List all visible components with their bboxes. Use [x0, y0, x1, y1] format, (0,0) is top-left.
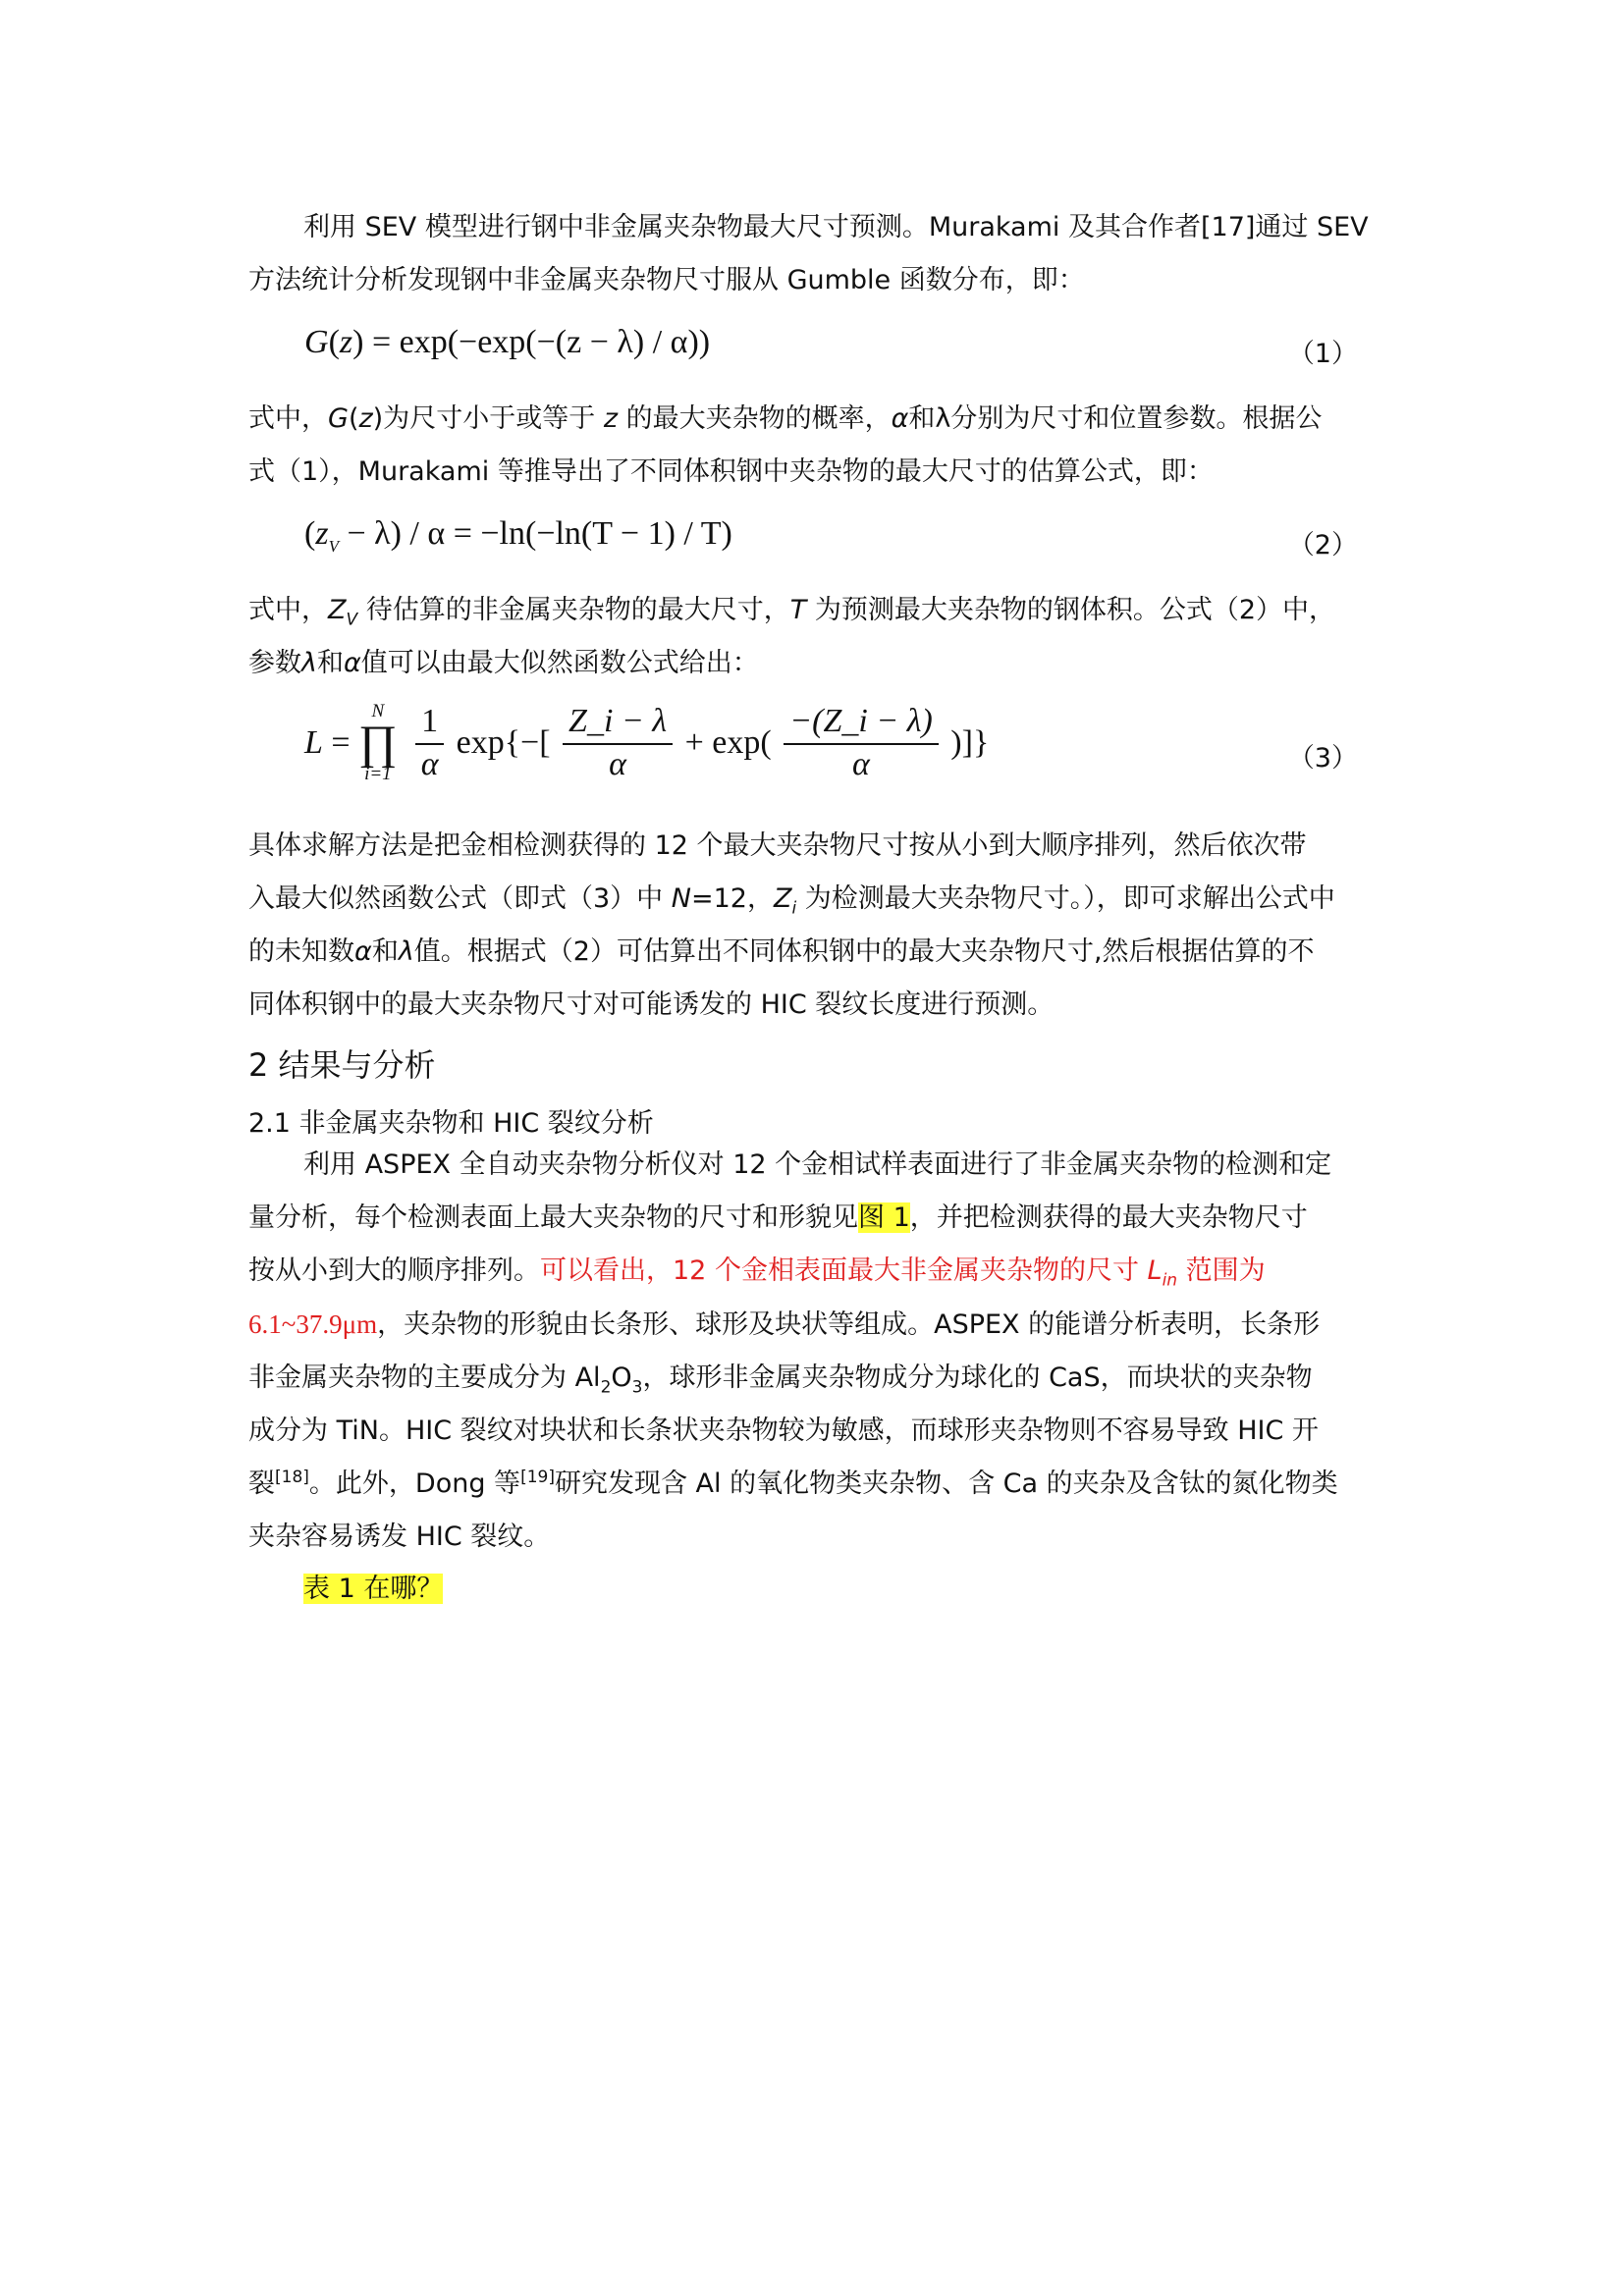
citation-superscript: [19]	[520, 1468, 555, 1487]
var-alpha: α	[354, 936, 372, 967]
equation-3	[304, 702, 989, 784]
equation-1: G(z) = exp(−exp(−(z − λ) / α))	[304, 324, 711, 360]
text-span: 式中，	[248, 403, 328, 434]
var-alpha: α	[343, 648, 361, 678]
text-span: 研究发现含 Al 的氧化物类夹杂物、含 Ca 的夹杂及含钛的氮化物类	[554, 1468, 1338, 1499]
text-span: 的未知数	[248, 936, 354, 967]
text-line: 式（1），Murakami 等推导出了不同体积钢中夹杂物的最大尺寸的估算公式，即：	[248, 456, 1214, 487]
var-Z: Z	[773, 883, 792, 914]
eq3-lower-limit: i=1	[364, 764, 392, 784]
eq3-L: L	[304, 724, 323, 761]
eq3-fraction-1	[415, 702, 444, 784]
eq3-frac1-den: α	[420, 746, 439, 782]
figure-reference-highlight: 图 1	[858, 1202, 910, 1233]
text-span: 为检测最大夹杂物尺寸。），即可求解出公式中	[796, 883, 1335, 914]
subscript: in	[1162, 1270, 1178, 1291]
text-line	[248, 1352, 1387, 1405]
text-span: 为预测最大夹杂物的钢体积。公式（2）中，	[806, 595, 1335, 625]
eq2-z: z	[315, 515, 329, 552]
text-line	[248, 1563, 1387, 1616]
text-line	[248, 1192, 1387, 1245]
text-line: 方法统计分析发现钢中非金属夹杂物尺寸服从 Gumble 函数分布，即：	[248, 265, 1085, 295]
text-line: 夹杂容易诱发 HIC 裂纹。	[248, 1522, 551, 1552]
paragraph-eq1-explanation	[248, 393, 1387, 499]
note-highlight: 表 1 在哪？	[303, 1574, 444, 1604]
eq2-rest: − λ) / α = −ln(−ln(T − 1) / T)	[338, 515, 732, 552]
var-lambda: λ	[398, 936, 414, 967]
subscript: 2	[600, 1377, 612, 1398]
var-G: G	[328, 403, 349, 434]
text-span: 入最大似然函数公式（即式（3）中	[248, 883, 672, 914]
red-text: 范围为	[1177, 1255, 1266, 1286]
subscript: 3	[631, 1377, 643, 1398]
text-span: 量分析，每个检测表面上最大夹杂物的尺寸和形貌见	[248, 1202, 858, 1233]
text-span: 按从小到大的顺序排列。	[248, 1255, 540, 1286]
red-text: 可以看出，12 个金相表面最大非金属夹杂物的尺寸	[540, 1255, 1148, 1286]
text-line: 利用 ASPEX 全自动夹杂物分析仪对 12 个金相试样表面进行了非金属夹杂物的检测和定	[303, 1149, 1332, 1180]
text-span: =12，	[690, 883, 774, 914]
text-span: (	[348, 403, 359, 434]
red-text: 6.1~37.9μm	[248, 1309, 378, 1339]
eq3-frac3-den: α	[852, 746, 870, 782]
text-span: 。此外，Dong 等	[308, 1468, 521, 1499]
eq3-exp1: exp{−[	[456, 724, 551, 761]
var-L: L	[1147, 1255, 1163, 1286]
text-span: 裂	[248, 1468, 275, 1499]
text-span: 非金属夹杂物的主要成分为 Al	[248, 1362, 601, 1393]
eq3-product	[358, 702, 398, 784]
eq3-fraction-3	[784, 702, 939, 784]
text-span: 和	[371, 936, 399, 967]
citation-superscript: [18]	[275, 1468, 309, 1487]
text-line: 利用 SEV 模型进行钢中非金属夹杂物最大尺寸预测。Murakami 及其合作者[17]通过 SEV	[303, 212, 1369, 242]
var-T: T	[789, 595, 807, 625]
text-line	[248, 873, 1387, 926]
highlighted-note	[248, 1563, 1387, 1616]
eq3-frac2-den: α	[609, 746, 626, 782]
equation-1-number: （1）	[1287, 339, 1358, 369]
text-span: 和	[316, 648, 344, 678]
subscript: i	[791, 898, 797, 919]
eq3-product-symbol: ∏	[358, 717, 398, 769]
paragraph-eq2-explanation	[248, 584, 1387, 690]
paragraph-sev-intro	[248, 201, 1387, 307]
eq3-close: )]}	[950, 724, 990, 761]
text-line	[248, 637, 1387, 690]
text-span: O	[611, 1362, 632, 1393]
var-lambda: λ	[301, 648, 317, 678]
eq1-lhs-fn: G	[304, 324, 329, 360]
text-span: )	[372, 403, 384, 434]
text-line	[248, 393, 1387, 446]
var-N: N	[671, 883, 691, 914]
text-span: 参数	[248, 648, 301, 678]
text-line	[248, 1245, 1387, 1298]
text-line	[248, 1298, 1387, 1352]
text-span: 和λ分别为尺寸和位置参数。根据公	[908, 403, 1323, 434]
text-span: ，夹杂物的形貌由长条形、球形及块状等组成。ASPEX 的能谱分析表明，长条形	[377, 1309, 1321, 1340]
var-Z: Z	[328, 595, 347, 625]
text-line: 具体求解方法是把金相检测获得的 12 个最大夹杂物尺寸按从小到大顺序排列，然后依次带	[248, 830, 1307, 861]
var-alpha: α	[891, 403, 909, 434]
text-line	[248, 1458, 1387, 1511]
text-span: 值。根据式（2）可估算出不同体积钢中的最大夹杂物尺寸,然后根据估算的不	[413, 936, 1315, 967]
eq1-lhs-arg: z	[339, 324, 353, 360]
equation-2	[304, 515, 732, 556]
text-span: ，并把检测获得的最大夹杂物尺寸	[909, 1202, 1308, 1233]
text-span: ，球形非金属夹杂物成分为球化的 CaS，而块状的夹杂物	[642, 1362, 1313, 1393]
section-heading-2-1: 2.1 非金属夹杂物和 HIC 裂纹分析	[248, 1108, 654, 1139]
paragraph-solution-method	[248, 820, 1387, 1032]
text-span: 为尺寸小于或等于	[383, 403, 596, 434]
text-span: 式中，	[248, 595, 328, 625]
paragraph-results	[248, 1139, 1387, 1564]
eq3-plus-exp: + exp(	[684, 724, 772, 761]
eq3-equals: =	[331, 724, 351, 761]
text-span: 值可以由最大似然函数公式给出：	[360, 648, 759, 678]
text-span: 待估算的非金属夹杂物的最大尺寸，	[357, 595, 790, 625]
eq3-frac2-num: Z_i − λ	[563, 702, 673, 745]
eq3-frac3-num: −(Z_i − λ)	[784, 702, 939, 745]
eq3-fraction-2	[563, 702, 673, 784]
text-line: 成分为 TiN。HIC 裂纹对块状和长条状夹杂物较为敏感，而球形夹杂物则不容易导致 HIC 开	[248, 1415, 1319, 1446]
eq2-open: (	[304, 515, 316, 552]
eq3-upper-limit: N	[371, 701, 385, 721]
subscript: V	[346, 610, 358, 630]
text-span: 的最大夹杂物的概率，	[625, 403, 892, 434]
section-heading-2: 2 结果与分析	[248, 1046, 436, 1084]
eq2-sub: V	[328, 536, 339, 556]
equation-3-number: （3）	[1287, 743, 1358, 774]
text-line: 同体积钢中的最大夹杂物尺寸对可能诱发的 HIC 裂纹长度进行预测。	[248, 989, 1055, 1020]
text-line	[248, 926, 1387, 979]
text-line	[248, 584, 1387, 637]
eq3-frac1-num: 1	[415, 702, 444, 745]
var-z: z	[603, 403, 618, 434]
equation-2-number: （2）	[1287, 530, 1358, 561]
eq1-rhs: = exp(−exp(−(z − λ) / α))	[371, 324, 711, 360]
var-z: z	[358, 403, 373, 434]
